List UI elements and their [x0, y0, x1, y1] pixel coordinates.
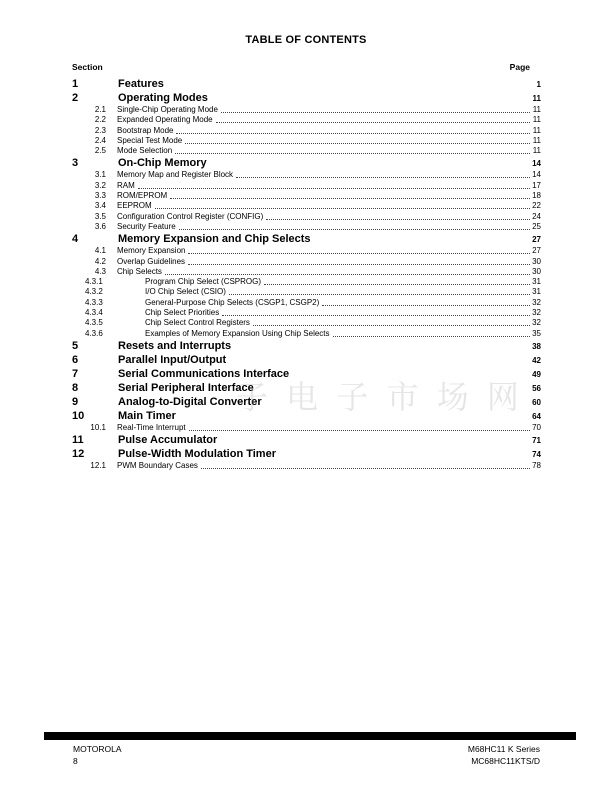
toc-dot-leader [165, 274, 530, 275]
toc-entry-title: I/O Chip Select (CSIO) [145, 287, 226, 297]
toc-entry-title: Real-Time Interrupt [117, 422, 186, 432]
toc-dot-leader [179, 229, 530, 230]
toc-entry-page: 11 [532, 105, 541, 114]
toc-entry[interactable] [0, 232, 612, 246]
toc-entry-page: 35 [532, 328, 541, 338]
toc-dot-leader [138, 188, 530, 189]
toc-entry-title: Serial Peripheral Interface [118, 381, 254, 394]
toc-entry-title: Memory Expansion [117, 246, 186, 256]
toc-entry-page: 1 [536, 80, 541, 89]
toc-entry[interactable] [0, 77, 612, 91]
toc-dot-leader [188, 264, 530, 265]
footer-document-id: MC68HC11KTS/D [471, 756, 540, 766]
toc-entry-number: 3.6 [94, 221, 106, 231]
toc-entry-number: 2 [72, 92, 79, 104]
toc-entry[interactable] [0, 136, 612, 146]
toc-entry[interactable] [0, 246, 612, 256]
toc-entry-number: 4.3.3 [85, 297, 103, 307]
toc-entry-number: 10 [72, 409, 85, 422]
toc-entry[interactable] [0, 91, 612, 105]
toc-entry-page: 56 [532, 383, 541, 393]
toc-entry-title: RAM [117, 180, 135, 190]
toc-entry-page: 30 [532, 256, 541, 266]
toc-entry-number: 5 [72, 339, 79, 352]
toc-entry-number: 4.3.5 [85, 318, 103, 328]
toc-entry-title: ROM/EPROM [117, 191, 168, 201]
toc-entry-title: General-Purpose Chip Selects (CSGP1, CSGP2) [145, 297, 320, 307]
toc-entry[interactable] [0, 201, 612, 211]
toc-entry-page: 17 [532, 180, 541, 190]
watermark: 子 电 子 市 场 网 [236, 378, 523, 416]
toc-entry[interactable] [0, 181, 612, 191]
toc-dot-leader [253, 325, 530, 326]
page-column-header: Page [509, 62, 530, 72]
toc-entry-page: 42 [532, 355, 541, 365]
toc-entry-page: 38 [532, 341, 541, 351]
toc-dot-leader [175, 153, 530, 154]
toc-entry-number: 4 [72, 233, 79, 246]
toc-entry-page: 70 [532, 422, 541, 432]
toc-entry[interactable] [0, 267, 612, 277]
toc-entry-number: 3.4 [94, 201, 106, 211]
toc-entry[interactable] [0, 105, 612, 115]
toc-entry-number: 10.1 [90, 422, 106, 432]
toc-entry-page: 64 [532, 411, 541, 421]
toc-dot-leader [170, 198, 530, 199]
toc-entry-title: Parallel Input/Output [118, 353, 227, 366]
toc-entry-title: Resets and Interrupts [118, 339, 232, 352]
toc-entry-number: 2.4 [94, 135, 106, 145]
toc-entry-page: 60 [532, 397, 541, 407]
toc-entry-number: 3.2 [94, 180, 106, 190]
toc-entry-number: 6 [72, 353, 79, 366]
footer-page-number: 8 [73, 756, 78, 766]
toc-dot-leader [333, 336, 530, 337]
toc-entry[interactable] [0, 212, 612, 222]
toc-entry-number: 2.2 [94, 115, 106, 125]
toc-dot-leader [266, 219, 530, 220]
toc-entry-number: 3.3 [94, 191, 106, 201]
toc-entry-title: Special Test Mode [117, 135, 183, 145]
toc-entry-number: 11 [72, 434, 84, 447]
toc-entry-page: 11 [532, 115, 541, 125]
toc-entry-number: 4.3.2 [85, 287, 103, 297]
toc-entry[interactable] [0, 170, 612, 180]
toc-entry-number: 2.3 [94, 125, 106, 135]
footer-rule [44, 732, 576, 740]
toc-entry-page: 25 [532, 221, 541, 231]
toc-entry-number: 12 [72, 448, 85, 461]
toc-entry-title: On-Chip Memory [118, 157, 207, 170]
toc-entry[interactable] [0, 146, 612, 156]
toc-entry[interactable] [0, 222, 612, 232]
toc-entry[interactable] [0, 423, 612, 433]
toc-entry-page: 11 [532, 146, 541, 156]
toc-entry[interactable] [0, 353, 612, 367]
toc-entry-number: 4.3.6 [85, 328, 103, 338]
toc-entry-title: Mode Selection [117, 146, 173, 156]
toc-entry[interactable] [0, 461, 612, 471]
toc-entry-number: 1 [72, 78, 79, 90]
toc-entry-page: 18 [532, 191, 541, 201]
toc-entry-page: 32 [532, 318, 541, 328]
toc-dot-leader [221, 112, 530, 113]
toc-dot-leader [185, 143, 530, 144]
toc-entry-page: 31 [532, 287, 541, 297]
toc-entry-page: 71 [532, 436, 541, 446]
toc-entry-number: 2.5 [94, 146, 106, 156]
toc-entry[interactable] [0, 318, 612, 328]
toc-entry[interactable] [0, 298, 612, 308]
toc-dot-leader [176, 133, 530, 134]
toc-entry-title: Features [118, 78, 164, 90]
toc-entry-title: Overlap Guidelines [117, 256, 186, 266]
toc-entry-title: Serial Communications Interface [118, 367, 290, 380]
page-title: TABLE OF CONTENTS [245, 34, 367, 46]
toc-entry-page: 11 [532, 125, 541, 135]
toc-dot-leader [264, 284, 530, 285]
toc-entry[interactable] [0, 339, 612, 353]
toc-entry-title: Expanded Operating Mode [117, 115, 213, 125]
toc-entry-number: 12.1 [90, 461, 106, 471]
toc-entry-title: Pulse-Width Modulation Timer [118, 448, 276, 461]
toc-entry-title: Memory Map and Register Block [117, 170, 234, 180]
toc-entry[interactable] [0, 126, 612, 136]
toc-entry-number: 4.3.1 [85, 277, 103, 287]
toc-entry-number: 4.2 [94, 256, 106, 266]
toc-entry-page: 11 [532, 135, 541, 145]
toc-entry[interactable] [0, 447, 612, 461]
toc-entry-page: 49 [532, 369, 541, 379]
toc-entry-page: 14 [532, 159, 541, 169]
toc-dot-leader [236, 177, 530, 178]
toc-dot-leader [322, 305, 530, 306]
toc-entry-title: Chip Select Priorities [145, 308, 220, 318]
toc-entry[interactable] [0, 287, 612, 297]
toc-entry-title: Pulse Accumulator [118, 434, 218, 447]
toc-entry[interactable] [0, 308, 612, 318]
toc-entry-title: Single-Chip Operating Mode [117, 105, 218, 114]
toc-entry-title: Bootstrap Mode [117, 125, 174, 135]
toc-entry-title: PWM Boundary Cases [117, 461, 198, 471]
toc-dot-leader [222, 315, 530, 316]
toc-entry-title: Analog-to-Digital Converter [118, 395, 262, 408]
toc-entry-title: Memory Expansion and Chip Selects [118, 233, 311, 246]
toc-dot-leader [188, 253, 530, 254]
toc-entry-number: 2.1 [94, 105, 106, 114]
toc-entry-number: 4.3 [94, 266, 106, 276]
toc-entry-title: Main Timer [118, 409, 176, 422]
toc-dot-leader [216, 122, 530, 123]
toc-entry-title: EEPROM [117, 201, 152, 211]
toc-entry[interactable] [0, 329, 612, 339]
toc-entry-title: Program Chip Select (CSPROG) [145, 277, 262, 287]
toc-entry-number: 8 [72, 381, 79, 394]
toc-entry[interactable] [0, 156, 612, 170]
toc-entry-page: 30 [532, 266, 541, 276]
toc-entry[interactable] [0, 433, 612, 447]
toc-entry-page: 11 [532, 94, 541, 103]
toc-dot-leader [189, 430, 530, 431]
toc-entry-page: 27 [532, 235, 541, 245]
toc-entry-number: 9 [72, 395, 79, 408]
toc-entry[interactable] [0, 257, 612, 267]
toc-dot-leader [229, 294, 530, 295]
toc-entry-title: Chip Select Control Registers [145, 318, 250, 328]
toc-dot-leader [155, 208, 530, 209]
section-column-header: Section [72, 62, 103, 72]
toc-dot-leader [201, 468, 530, 469]
toc-entry-title: Chip Selects [117, 266, 162, 276]
toc-entry-title: Examples of Memory Expansion Using Chip Selects [145, 328, 330, 338]
toc-entry-title: Operating Modes [118, 92, 208, 104]
toc-entry-title: Configuration Control Register (CONFIG) [117, 211, 264, 221]
toc-entry-number: 3.1 [94, 170, 106, 180]
toc-entry-page: 74 [532, 450, 541, 460]
toc-entry-page: 27 [532, 246, 541, 256]
toc-entry-page: 32 [532, 297, 541, 307]
toc-entry-number: 4.1 [94, 246, 106, 256]
toc-entry-page: 22 [532, 201, 541, 211]
toc-entry-page: 14 [532, 170, 541, 180]
toc-entry[interactable] [0, 115, 612, 125]
toc-entry[interactable] [0, 191, 612, 201]
toc-entry-page: 78 [532, 461, 541, 471]
toc-entry-page: 31 [532, 277, 541, 287]
toc-entry-number: 3 [72, 157, 79, 170]
toc-entry-number: 7 [72, 367, 79, 380]
toc-entry-number: 4.3.4 [85, 308, 103, 318]
footer-product-series: M68HC11 K Series [467, 744, 540, 754]
toc-entry-number: 3.5 [94, 211, 106, 221]
toc-entry-title: Security Feature [117, 221, 176, 231]
toc-entry-page: 32 [532, 308, 541, 318]
footer-publisher: MOTOROLA [73, 744, 122, 754]
toc-entry[interactable] [0, 277, 612, 287]
toc-entry-page: 24 [532, 211, 541, 221]
